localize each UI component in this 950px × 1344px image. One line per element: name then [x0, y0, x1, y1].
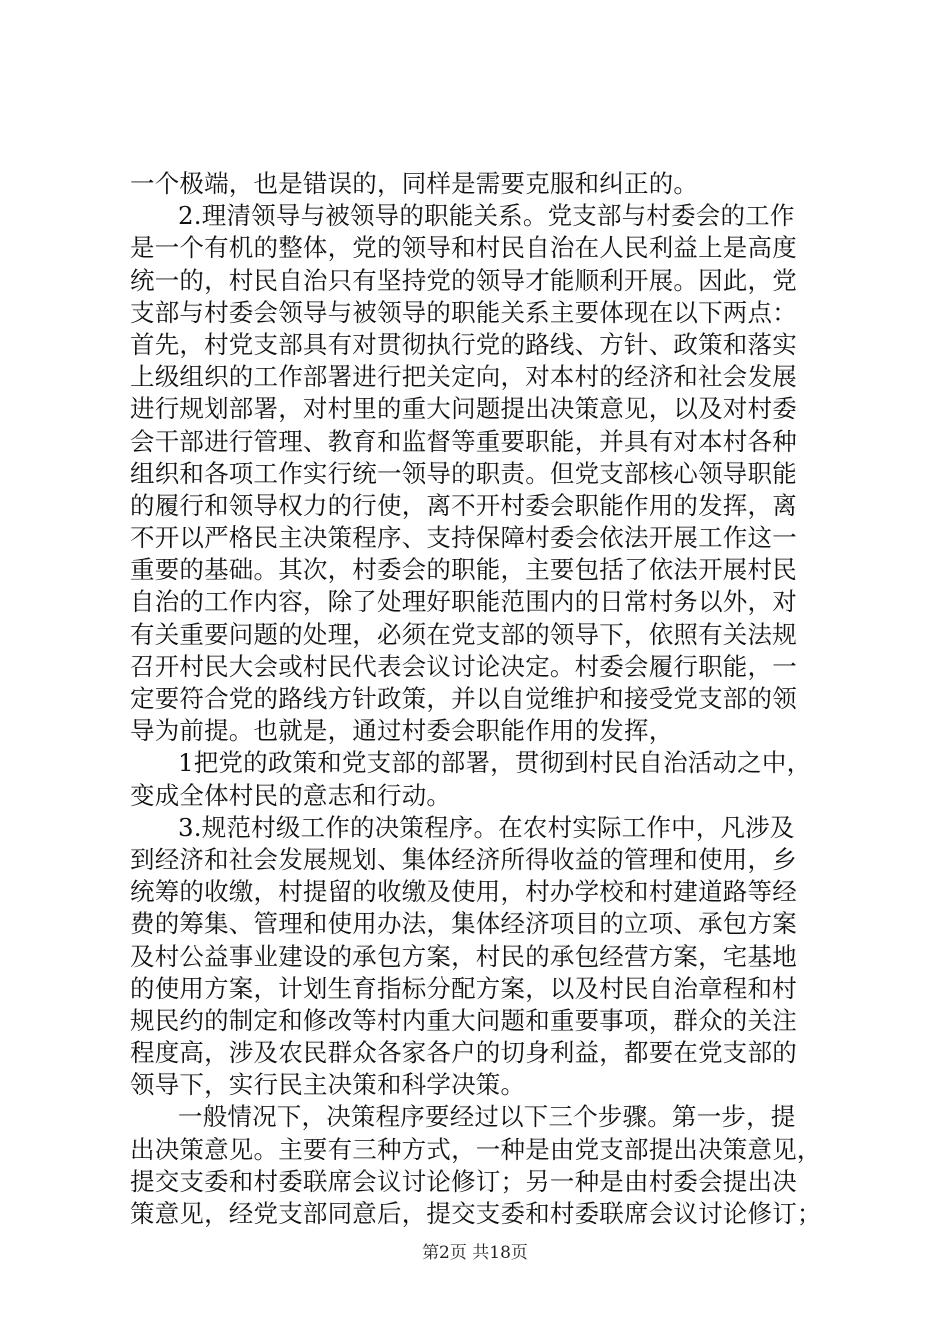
text-line: 及村公益事业建设的承包方案，村民的承包经营方案，宅基地: [130, 941, 797, 971]
text-line: 有关重要问题的处理，必须在党支部的领导下，依照有关法规: [130, 619, 797, 649]
page-number-footer: 第2页 共18页: [422, 1243, 528, 1263]
text-line: 变成全体村民的意志和行动。: [130, 780, 452, 810]
text-line: 支部与村委会领导与被领导的职能关系主要体现在以下两点：: [130, 297, 797, 327]
text-line: 提交支委和村委联席会议讨论修订；另一种是由村委会提出决: [130, 1166, 797, 1196]
text-line: 组织和各项工作实行统一领导的职责。但党支部核心领导职能: [130, 458, 797, 488]
text-line: 首先，村党支部具有对贯彻执行党的路线、方针、政策和落实: [130, 329, 797, 359]
text-line: 进行规划部署，对村里的重大问题提出决策意见，以及对村委: [130, 394, 797, 424]
text-line: 1把党的政策和党支部的部署，贯彻到村民自治活动之中，: [178, 748, 812, 778]
text-line: 统筹的收缴，村提留的收缴及使用，村办学校和村建道路等经: [130, 877, 797, 907]
text-line: 3.规范村级工作的决策程序。在农村实际工作中，凡涉及: [178, 812, 795, 842]
text-line: 一般情况下，决策程序要经过以下三个步骤。第一步，提: [178, 1102, 796, 1132]
text-line: 导为前提。也就是，通过村委会职能作用的发挥，: [130, 716, 674, 746]
text-line: 重要的基础。其次，村委会的职能，主要包括了依法开展村民: [130, 555, 797, 585]
text-line: 的履行和领导权力的行使，离不开村委会职能作用的发挥，离: [130, 490, 797, 520]
document-body: [130, 168, 832, 1230]
text-line: 自治的工作内容，除了处理好职能范围内的日常村务以外，对: [130, 587, 797, 617]
text-line: 出决策意见。主要有三种方式，一种是由党支部提出决策意见，: [130, 1134, 822, 1164]
text-line: 不开以严格民主决策程序、支持保障村委会依法开展工作这一: [130, 523, 797, 553]
text-line: 2.理清领导与被领导的职能关系。党支部与村委会的工作: [178, 201, 795, 231]
text-line: 到经济和社会发展规划、集体经济所得收益的管理和使用，乡: [130, 844, 797, 874]
text-line: 策意见，经党支部同意后，提交支委和村委联席会议讨论修订；: [130, 1199, 822, 1228]
text-line: 会干部进行管理、教育和监督等重要职能，并具有对本村各种: [130, 426, 797, 456]
text-line: 费的筹集、管理和使用办法，集体经济项目的立项、承包方案: [130, 909, 797, 939]
text-line: 召开村民大会或村民代表会议讨论决定。村委会履行职能，一: [130, 651, 797, 681]
text-line: 的使用方案，计划生育指标分配方案，以及村民自治章程和村: [130, 973, 797, 1003]
text-line: 统一的，村民自治只有坚持党的领导才能顺利开展。因此，党: [130, 265, 797, 295]
text-line: 程度高，涉及农民群众各家各户的切身利益，都要在党支部的: [130, 1038, 797, 1068]
text-line: 领导下，实行民主决策和科学决策。: [130, 1070, 526, 1100]
text-line: 一个极端，也是错误的，同样是需要克服和纠正的。: [130, 169, 699, 198]
text-line: 是一个有机的整体，党的领导和村民自治在人民利益上是高度: [130, 233, 797, 263]
text-line: 规民约的制定和修改等村内重大问题和重要事项，群众的关注: [130, 1005, 797, 1035]
text-line: 上级组织的工作部署进行把关定向，对本村的经济和社会发展: [130, 362, 797, 392]
text-line: 定要符合党的路线方针政策，并以自觉维护和接受党支部的领: [130, 684, 797, 713]
